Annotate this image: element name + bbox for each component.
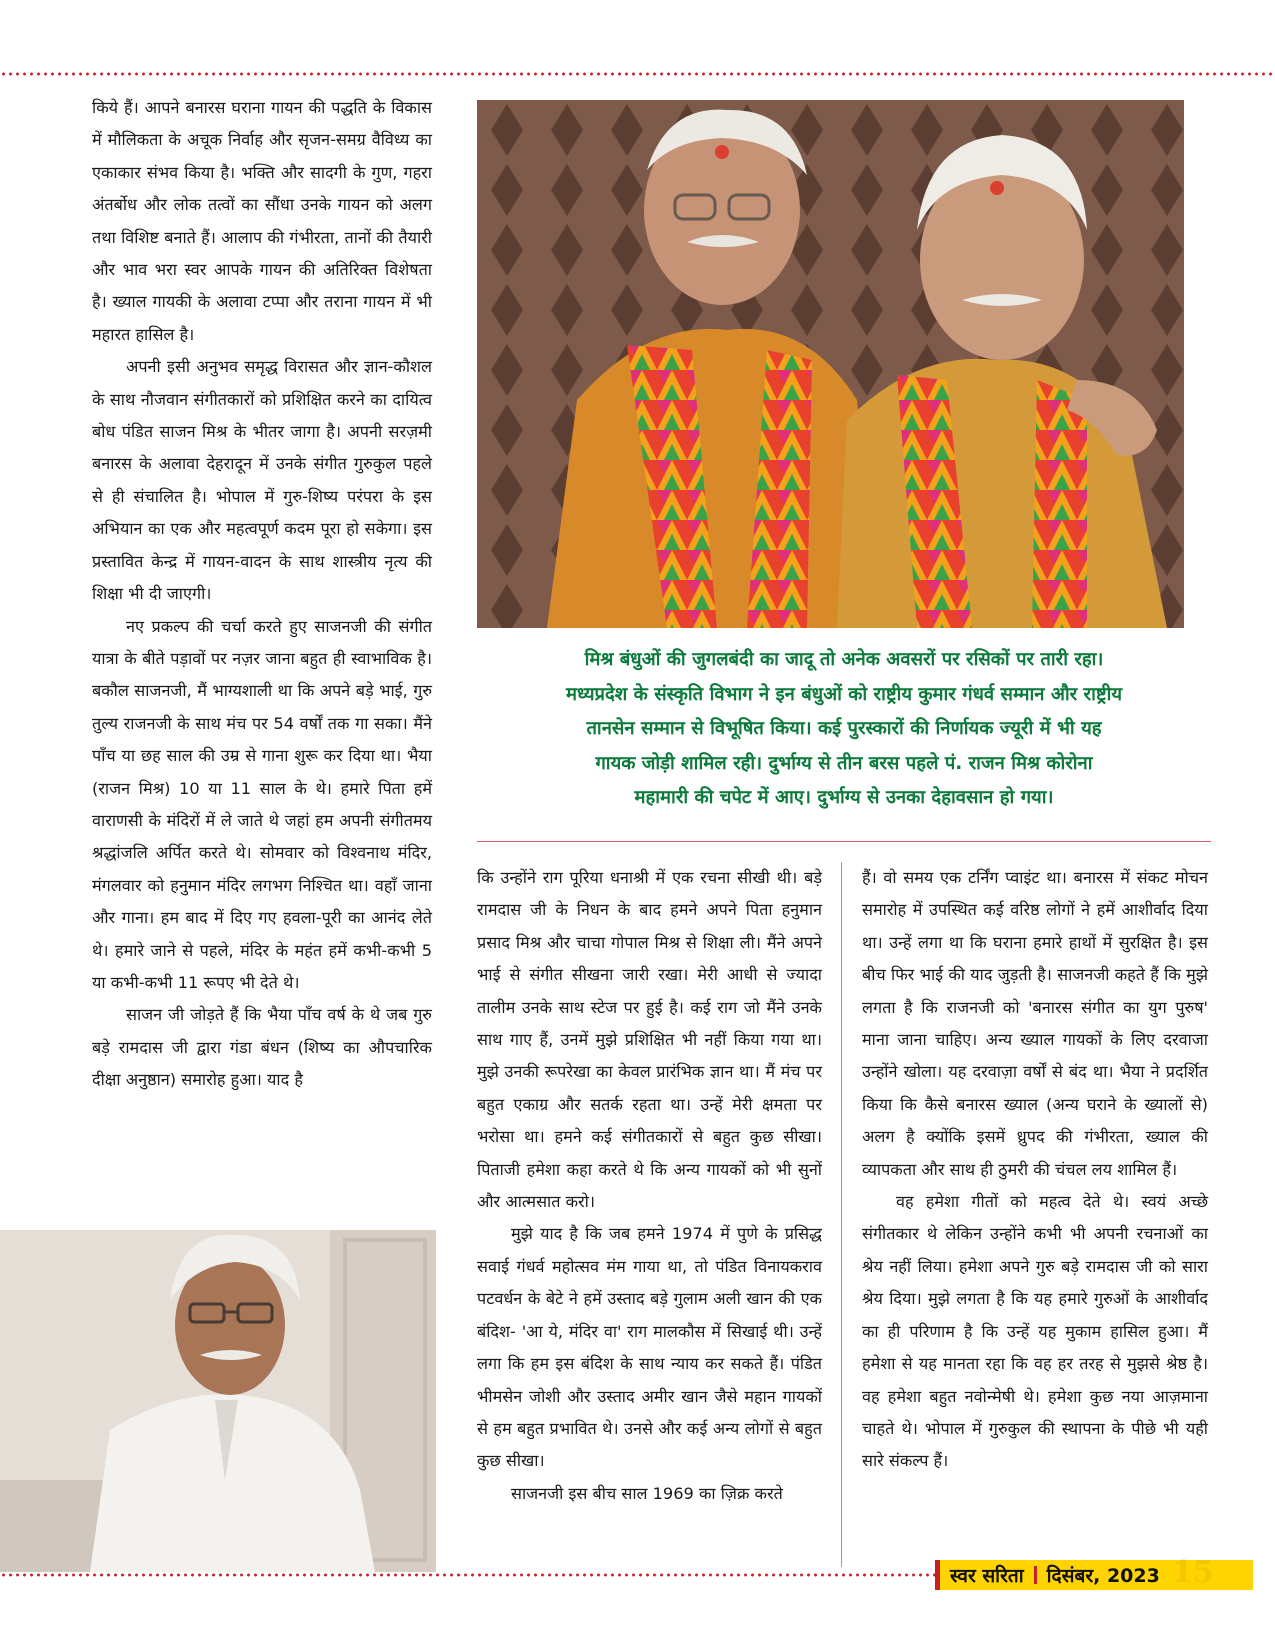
caption-line: महामारी की चपेट में आए। दुर्भाग्य से उनका देहावसान हो गया।	[634, 787, 1054, 808]
footer-separator	[1034, 1566, 1037, 1584]
column-divider	[841, 862, 842, 1567]
caption-line: तानसेन सम्मान से विभूषित किया। कई पुरस्कारों की निर्णायक ज्यूरी में भी यह	[586, 718, 1102, 739]
left-column	[92, 92, 432, 1097]
middle-column	[477, 862, 822, 1510]
right-column	[862, 862, 1208, 1478]
magazine-name: स्वर सरिता	[950, 1565, 1024, 1587]
mishra-brothers-photo	[477, 100, 1184, 628]
caption-line: गायक जोड़ी शामिल रही। दुर्भाग्य से तीन बरस पहले पं. राजन मिश्र कोरोना	[595, 752, 1093, 774]
footer-text	[950, 1562, 1160, 1588]
left-paragraph-3: नए प्रकल्प की चर्चा करते हुए साजनजी की संगीत यात्रा के बीते पड़ावों पर नज़र जाना बहुत ही स्वाभाविक है। बकौल साजनजी, मैं भाग्यशाली था कि अपने बड़े भाई, गुरु तुल्य राजनजी के साथ मंच पर 54 वर्षों तक गा सका। मैंने पाँच या छह साल की उम्र से गाना शुरू कर दिया था। भैया (राजन मिश्र) 10 या 11 साल के थे। हमारे पिता हमें वाराणसी के मंदिरों में ले जाते थे जहां हम अपनी संगीतमय श्रद्धांजलि अर्पित करते थे। सोमवार को विश्वनाथ मंदिर, मंगलवार को हनुमान मंदिर लगभग निश्चित था। वहाँ जाना और गाना। हम बाद में दिए गए हवला-पूरी का आनंद लेते थे। हमारे जाने से पहले, मंदिर के महंत हमें कभी-कभी 5 या कभी-कभी 11 रूपए भी देते थे।	[92, 616, 432, 992]
caption-divider	[477, 841, 1211, 842]
page-number: 15	[1172, 1555, 1214, 1590]
caption-line: मिश्र बंधुओं की जुगलबंदी का जादू तो अनेक अवसरों पर रसिकों पर तारी रहा।	[584, 649, 1104, 670]
caption-line: मध्यप्रदेश के संस्कृति विभाग ने इन बंधुओं को राष्ट्रीय कुमार गंधर्व सम्मान और राष्ट्रीय	[565, 683, 1123, 705]
issue-date: दिसंबर, 2023	[1046, 1565, 1160, 1587]
top-dotted-rule	[0, 72, 1275, 76]
right-paragraph-2: वह हमेशा गीतों को महत्व देते थे। स्वयं अच्छे संगीतकार थे लेकिन उन्होंने कभी भी अपनी रचनाओं का श्रेय नहीं लिया। हमेशा अपने गुरु बड़े रामदास जी को सारा श्रेय दिया। मुझे लगता है कि यह हमारे गुरुओं के आशीर्वाद का ही परिणाम है कि उन्हें यह मुकाम हासिल हुआ। मैं हमेशा से यह मानता रहा कि वह हर तरह से मुझसे श्रेष्ठ है। वह हमेशा बहुत नवोन्मेषी थे। हमेशा कुछ नया आज़माना चाहते थे। भोपाल में गुरुकुल की स्थापना के पीछे भी यही सारे संकल्प हैं।	[862, 1192, 1208, 1471]
footer-accent-bar	[935, 1560, 940, 1590]
left-paragraph-1: किये हैं। आपने बनारस घराना गायन की पद्धति के विकास में मौलिकता के अचूक निर्वाह और सृजन-समग्र वैविध्य का एकाकार संभव किया है। भक्ति और सादगी के गुण, गहरा अंतर्बोध और लोक तत्वों का सौंधा उनके गायन को अलग तथा विशिष्ट बनाते हैं। आलाप की गंभीरता, तानों की तैयारी और भाव भरा स्वर आपके गायन की अतिरिक्त विशेषता है। ख्याल गायकी के अलावा टप्पा और तराना गायन में भी महारत हासिल है।	[92, 98, 432, 344]
middle-paragraph-2: मुझे याद है कि जब हमने 1974 में पुणे के प्रसिद्ध सवाई गंधर्व महोत्सव मंम गाया था, तो पंडित विनायकराव पटवर्धन के बेटे ने हमें उस्ताद बड़े गुलाम अली खान की एक बंदिश- 'आ ये, मंदिर वा' राग मालकौस में सिखाई थी। उन्हें लगा कि हम इस बंदिश के साथ न्याय कर सकते हैं। पंडित भीमसेन जोशी और उस्ताद अमीर खान जैसे महान गायकों से हम बहुत प्रभावित थे। उनसे और कई अन्य लोगों से बहुत कुछ सीखा।	[477, 1224, 822, 1471]
middle-paragraph-1: कि उन्होंने राग पूरिया धनाश्री में एक रचना सीखी थी। बड़े रामदास जी के निधन के बाद हमने अपने पिता हनुमान प्रसाद मिश्र और चाचा गोपाल मिश्र से शिक्षा ली। मैंने अपने भाई से संगीत सीखना जारी रखा। मेरी आधी से ज्यादा तालीम उनके साथ स्टेज पर हुई है। कई राग जो मैंने उनके साथ गाए हैं, उनमें मुझे प्रशिक्षित भी नहीं किया गया था। मुझे उनकी रूपरेखा का केवल प्रारंभिक ज्ञान था। मैं मंच पर बहुत एकाग्र और सतर्क रहता था। उन्हें मेरी क्षमता पर भरोसा था। हमने कई संगीतकारों से बहुत कुछ सीखा। पिताजी हमेशा कहा करते थे कि अन्य गायकों को भी सुनों और आत्मसात करो।	[477, 868, 822, 1212]
bottom-dotted-rule	[0, 1573, 935, 1577]
left-paragraph-2: अपनी इसी अनुभव समृद्ध विरासत और ज्ञान-कौशल के साथ नौजवान संगीतकारों को प्रशिक्षित करने का दायित्व बोध पंडित साजन मिश्र के भीतर जागा है। अपनी सरज़मी बनारस के अलावा देहरादून में उनके संगीत गुरुकुल पहले से ही संचालित है। भोपाल में गुरु-शिष्य परंपरा के इस अभियान का एक और महत्वपूर्ण कदम पूरा हो सकेगा। इस प्रस्तावित केन्द्र में गायन-वादन के साथ शास्त्रीय नृत्य की शिक्षा भी दी जाएगी।	[92, 357, 432, 604]
photo-caption	[477, 643, 1211, 816]
right-paragraph-1: हैं। वो समय एक टर्निंग प्वाइंट था। बनारस में संकट मोचन समारोह में उपस्थित कई वरिष्ठ लोगों ने हमें आशीर्वाद दिया था। उन्हें लगा था कि घराना हमारे हाथों में सुरक्षित है। इस बीच फिर भाई की याद जुड़ती है। साजनजी कहते हैं कि मुझे लगता है कि राजनजी को 'बनारस संगीत का युग पुरुष' माना जाना चाहिए। अन्य ख्याल गायकों के लिए दरवाजा उन्होंने खोला। यह दरवाज़ा वर्षों से बंद था। भैया ने प्रदर्शित किया कि कैसे बनारस ख्याल (अन्य घराने के ख्यालों से) अलग है क्योंकि इसमें ध्रुपद की गंभीरता, ख्याल की व्यापकता और साथ ही ठुमरी की चंचल लय शामिल हैं।	[862, 868, 1208, 1179]
sajan-mishra-portrait	[0, 1230, 436, 1572]
left-paragraph-4: साजन जी जोड़ते हैं कि भैया पाँच वर्ष के थे जब गुरु बड़े रामदास जी द्वारा गंडा बंधन (शिष्य का औपचारिक दीक्षा अनुष्ठान) समारोह हुआ। याद है	[92, 1005, 432, 1090]
middle-paragraph-3: साजनजी इस बीच साल 1969 का ज़िक्र करते	[511, 1483, 783, 1503]
